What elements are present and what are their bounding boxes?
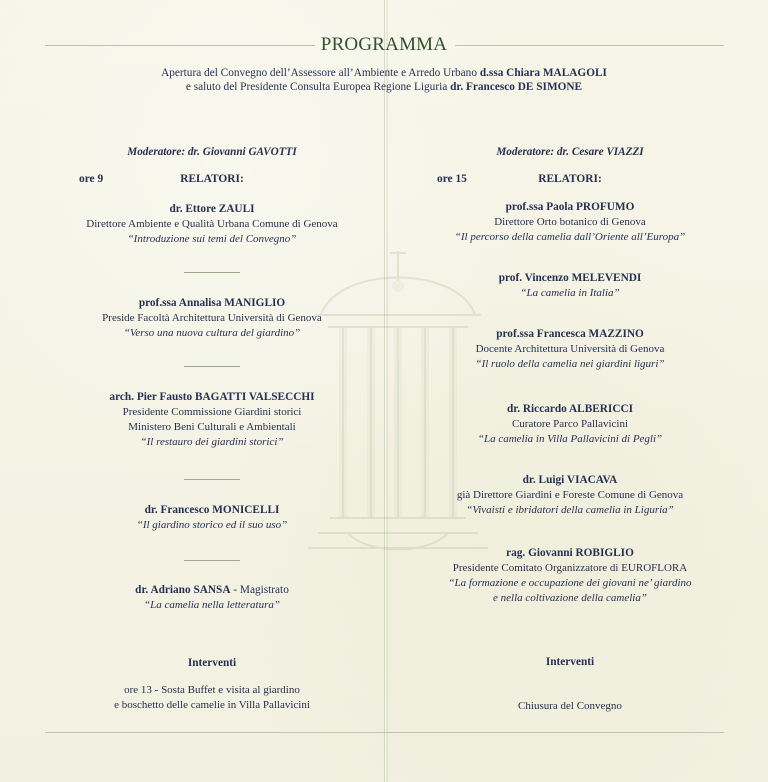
speaker-role: Docente Architettura Università di Genova xyxy=(475,343,665,355)
interventi-left: Interventi xyxy=(187,657,237,669)
speaker-role: Direttore Orto botanico di Genova xyxy=(494,216,646,228)
speaker-role: Curatore Parco Pallavicini xyxy=(511,418,629,430)
speaker-topic: “La camelia in Italia” xyxy=(520,287,620,299)
speaker-name: prof.ssa Francesca MAZZINO xyxy=(496,328,644,340)
speaker-francesca-mazzino xyxy=(385,327,755,372)
speaker-topic: “Il restauro dei giardini storici” xyxy=(140,436,284,448)
speaker-name xyxy=(27,583,397,598)
divider-left-2 xyxy=(184,366,240,367)
speaker-name: rag. Giovanni ROBIGLIO xyxy=(506,547,634,559)
page-title: PROGRAMMA xyxy=(320,34,448,55)
divider-left-4 xyxy=(184,560,240,561)
speaker-topic: “La camelia nella letteratura” xyxy=(144,599,280,611)
speaker-name: prof.ssa Paola PROFUMO xyxy=(505,201,635,213)
morning-closing-line-2: e boschetto delle camelie in Villa Pallavicini xyxy=(114,699,310,711)
speaker-name-extra: - Magistrato xyxy=(230,584,289,596)
speaker-topic: “Introduzione sui temi del Convegno” xyxy=(127,233,297,245)
speaker-topic: “Verso una nuova cultura del giardino” xyxy=(123,327,301,339)
speaker-luigi-viacava xyxy=(385,473,755,518)
speaker-name: dr. Luigi VIACAVA xyxy=(522,474,618,486)
speaker-topic: “Il percorso della camelia dall’Oriente all’Europa” xyxy=(454,231,686,243)
speaker-name-main: dr. Adriano SANSA xyxy=(135,584,231,596)
speaker-paola-profumo xyxy=(385,200,755,245)
afternoon-closing: Chiusura del Convegno xyxy=(518,700,622,712)
intro-line-2-bold: dr. Francesco DE SIMONE xyxy=(450,81,583,93)
speaker-riccardo-albericci xyxy=(385,402,755,447)
intro-line-1-text: Apertura del Convegno dell’Assessore all’Ambiente e Arredo Urbano xyxy=(161,67,477,79)
intro-line-1 xyxy=(0,66,768,81)
speaker-topic: “La formazione e occupazione dei giovani ne’ giardino xyxy=(448,577,692,589)
speaker-name: dr. Ettore ZAULI xyxy=(169,203,255,215)
bottom-rule xyxy=(45,732,724,733)
divider-left-3 xyxy=(184,479,240,480)
time-morning: ore 9 xyxy=(79,173,104,185)
speaker-topic: “La camelia in Villa Pallavicini di Pegli” xyxy=(477,433,663,445)
speaker-role: Presidente Comitato Organizzatore di EUROFLORA xyxy=(452,562,688,574)
speaker-topic: “Vivaisti e ibridatori della camelia in Liguria” xyxy=(466,504,674,516)
intro-line-2-text: e saluto del Presidente Consulta Europea Regione Liguria xyxy=(185,81,448,93)
relatori-label-right: RELATORI: xyxy=(538,173,602,185)
speaker-ettore-zauli xyxy=(27,202,397,247)
speaker-name: arch. Pier Fausto BAGATTI VALSECCHI xyxy=(109,391,315,403)
speaker-topic: “Il giardino storico ed il suo uso” xyxy=(136,519,288,531)
speaker-role: già Direttore Giardini e Foreste Comune di Genova xyxy=(456,489,684,501)
speaker-name: dr. Riccardo ALBERICCI xyxy=(506,403,634,415)
speaker-topic: “Il ruolo della camelia nei giardini liguri” xyxy=(475,358,665,370)
speaker-giovanni-robiglio xyxy=(385,546,755,606)
intro-line-2 xyxy=(0,80,768,95)
afternoon-column xyxy=(385,140,755,760)
speaker-role: Direttore Ambiente e Qualità Urbana Comune di Genova xyxy=(86,218,338,230)
speaker-name: prof. Vincenzo MELEVENDI xyxy=(498,272,642,284)
moderator-left: Moderatore: dr. Giovanni GAVOTTI xyxy=(127,146,297,158)
speaker-vincenzo-melevendi xyxy=(385,271,755,301)
divider-left-1 xyxy=(184,272,240,273)
speaker-adriano-sansa xyxy=(27,583,397,613)
morning-closing-line-1: ore 13 - Sosta Buffet e visita al giardino xyxy=(124,684,300,696)
speaker-role-second-line: Ministero Beni Culturali e Ambientali xyxy=(128,421,296,433)
speaker-topic-second-line: e nella coltivazione della camelia” xyxy=(493,592,647,604)
speaker-name: dr. Francesco MONICELLI xyxy=(144,504,280,516)
relatori-label-left: RELATORI: xyxy=(180,173,244,185)
speaker-role: Presidente Commissione Giardini storici xyxy=(122,406,302,418)
interventi-right: Interventi xyxy=(545,656,595,668)
speaker-name: prof.ssa Annalisa MANIGLIO xyxy=(138,297,286,309)
moderator-right: Moderatore: dr. Cesare VIAZZI xyxy=(496,146,644,158)
speaker-role: Preside Facoltà Architettura Università di Genova xyxy=(102,312,322,324)
time-afternoon: ore 15 xyxy=(437,173,467,185)
speaker-pier-fausto-bagatti-valsecchi xyxy=(27,390,397,450)
speaker-francesco-monicelli xyxy=(27,503,397,533)
morning-column xyxy=(27,140,397,760)
speaker-annalisa-maniglio xyxy=(27,296,397,341)
intro-line-1-bold: d.ssa Chiara MALAGOLI xyxy=(479,67,607,79)
